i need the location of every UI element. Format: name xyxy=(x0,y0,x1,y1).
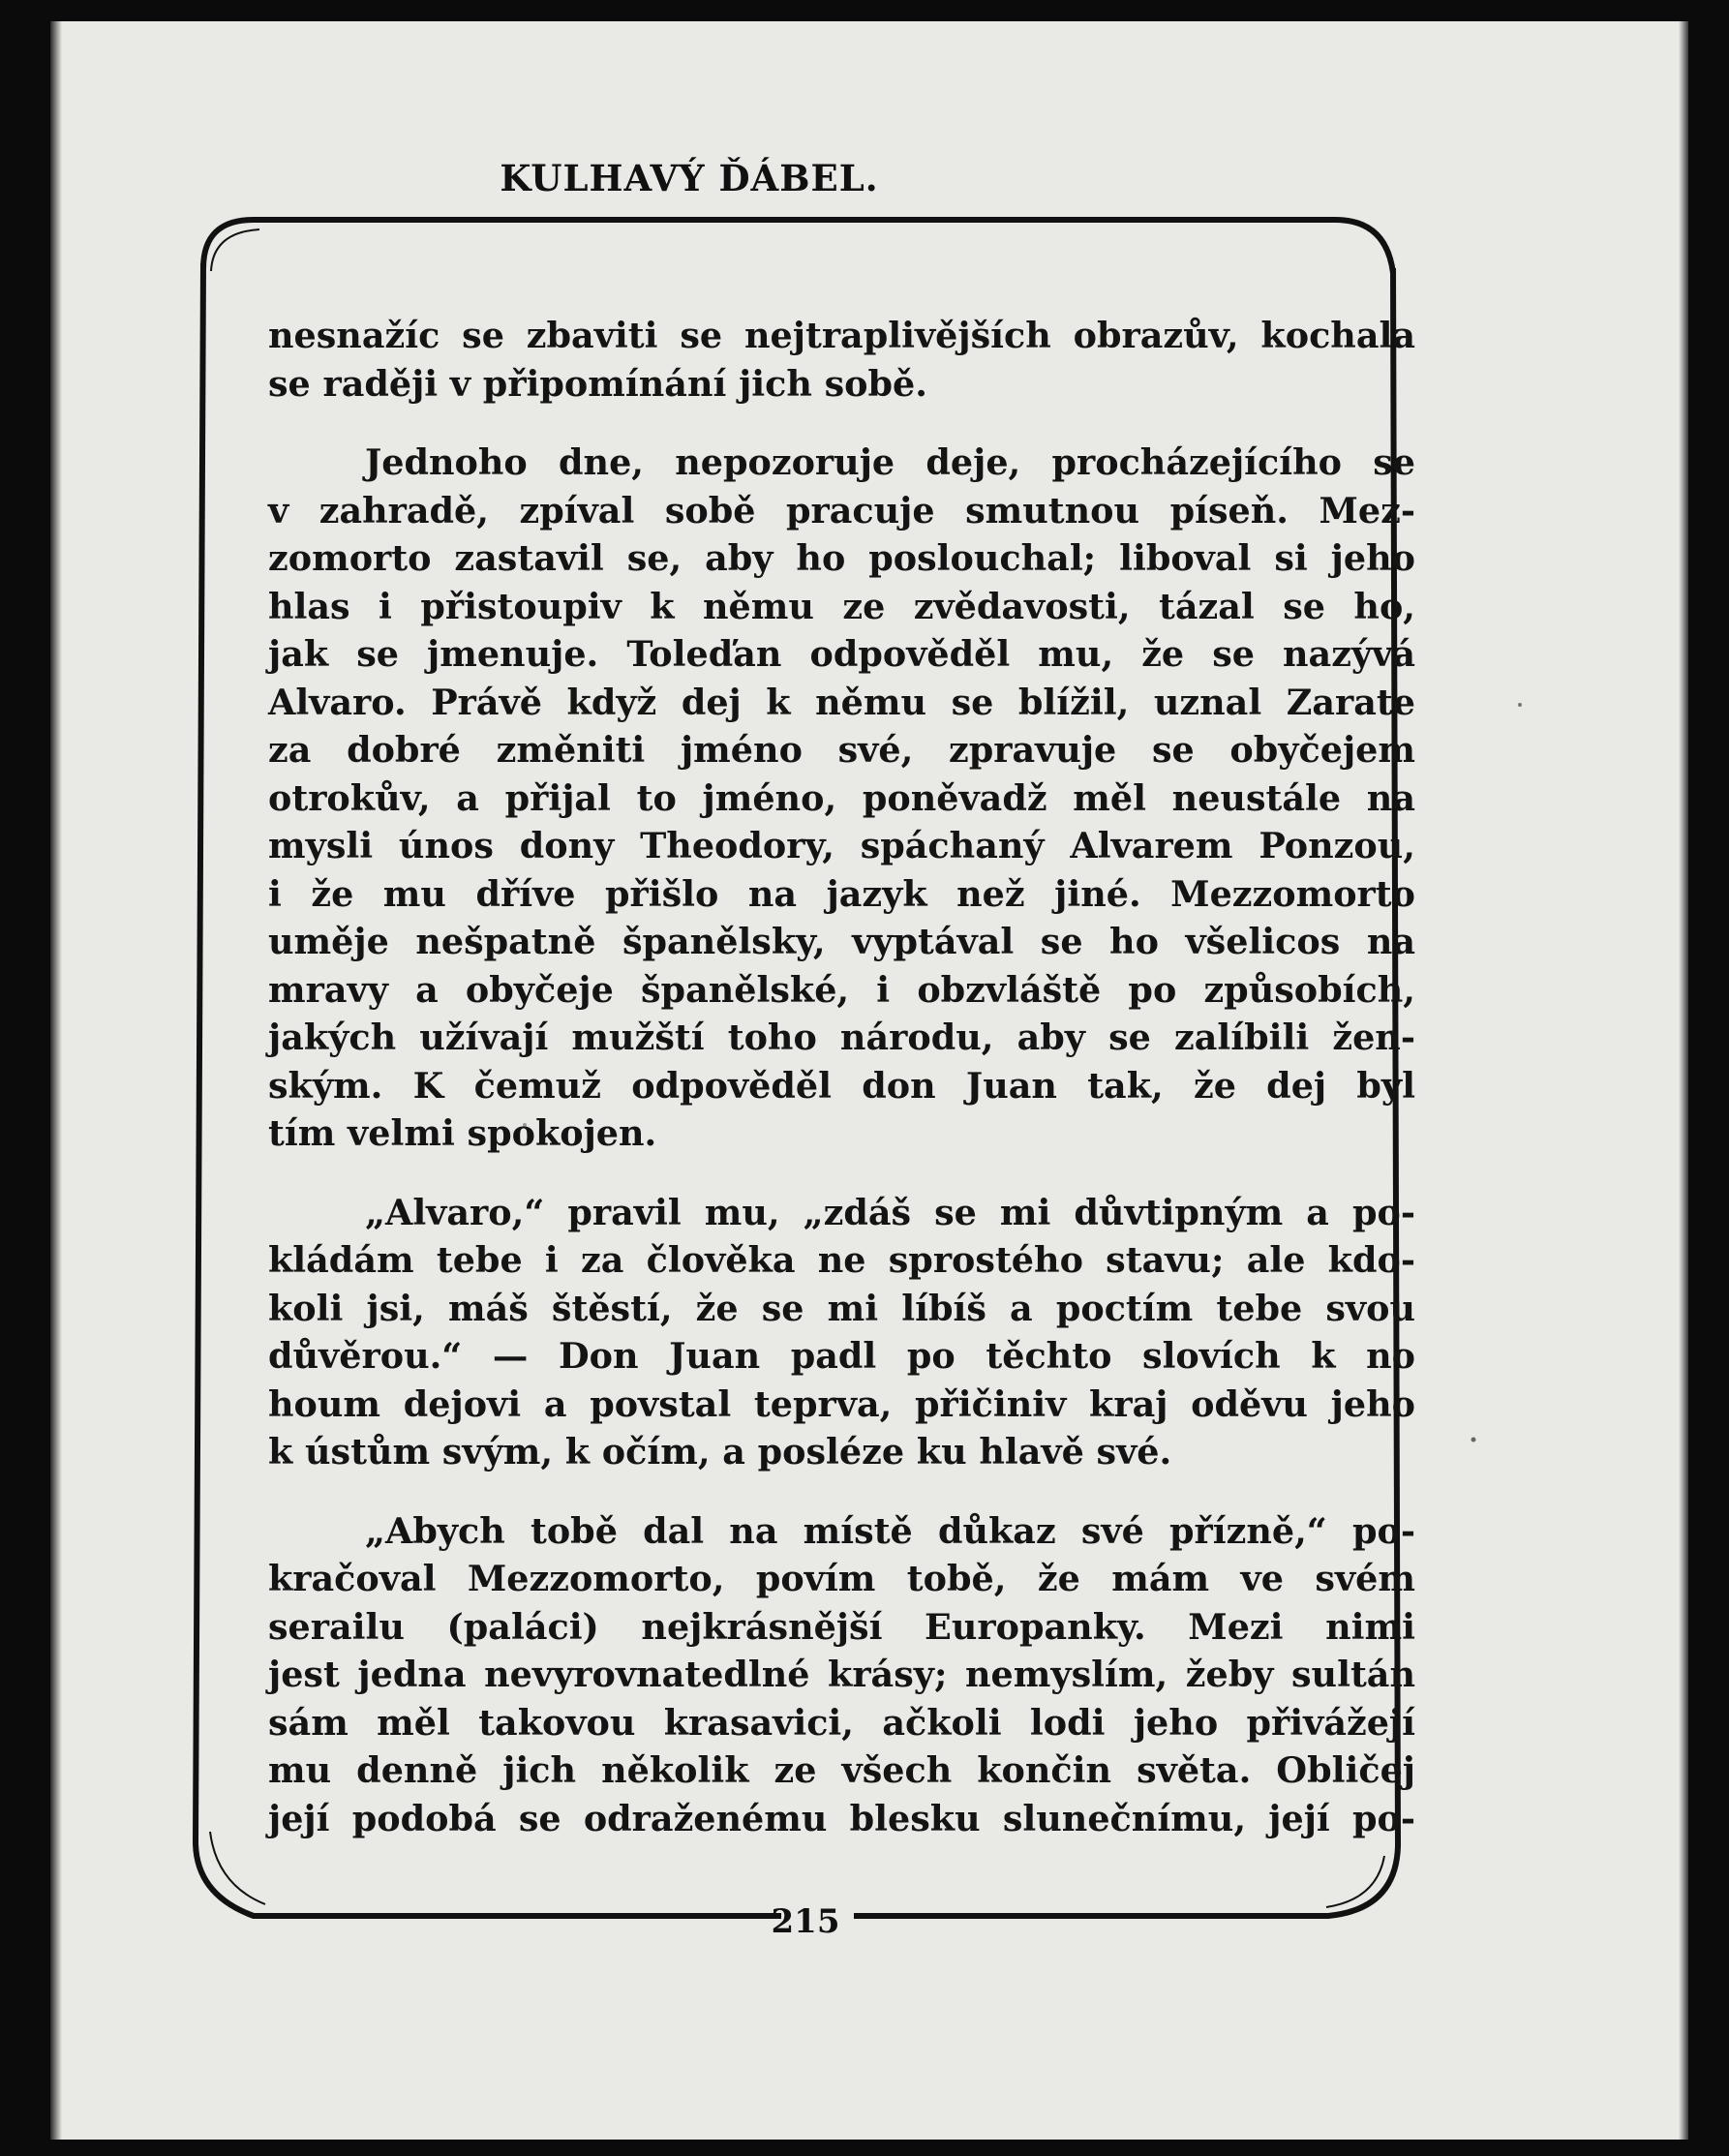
running-title: KULHAVÝ ĎÁBEL. xyxy=(500,157,879,199)
text-line: ským. K čemuž odpověděl don Juan tak, že dej byl xyxy=(268,1064,1415,1107)
paragraph-4 xyxy=(268,1507,1415,1843)
text-line: hlas i přistoupiv k němu ze zvědavosti, tázal se ho, xyxy=(268,585,1415,627)
text-line: za dobré změniti jméno své, zpravuje se obyčejem xyxy=(268,729,1415,771)
page-number: 215 xyxy=(771,1902,840,1941)
text-line: otrokův, a přijal to jméno, poněvadž měl neustále na xyxy=(268,776,1415,819)
text-line: houm dejovi a povstal teprva, přičiniv kraj oděvu jeho xyxy=(268,1382,1415,1425)
text-line: mravy a obyčeje španělské, i obzvláště po způsobích, xyxy=(268,968,1415,1011)
frame-top-inner-curve xyxy=(211,229,259,271)
text-line: jak se jmenuje. Toleďan odpověděl mu, že se nazývá xyxy=(268,633,1415,675)
book-page xyxy=(50,21,1688,2140)
text-line: kračoval Mezzomorto, povím tobě, že mám ve svém xyxy=(268,1558,1415,1599)
text-line: i že mu dříve přišlo na jazyk než jiné. Mezzomorto xyxy=(268,872,1415,915)
speck xyxy=(1518,703,1522,707)
text-line: tím velmi spokojen. xyxy=(268,1112,657,1154)
text-line: jakých užívají mužští toho národu, aby se zalíbili žen- xyxy=(268,1017,1415,1058)
text-line: zomorto zastavil se, aby ho poslouchal; liboval si jeho xyxy=(268,537,1415,579)
speck xyxy=(1471,1438,1476,1442)
text-line: k ústům svým, k očím, a posléze ku hlavě své. xyxy=(268,1431,1172,1473)
text-line: „Abych tobě dal na místě důkaz své přízně,“ po- xyxy=(365,1509,1415,1552)
text-line: Alvaro. Právě když dej k němu se blížil, uznal Zarate xyxy=(268,681,1415,723)
text-line: se raději v připomínání jich sobě. xyxy=(268,362,927,405)
paragraph-3 xyxy=(268,1189,1415,1476)
text-line: důvěrou.“ — Don Juan padl po těchto slovích k no xyxy=(268,1335,1415,1377)
text-line: v zahradě, zpíval sobě pracuje smutnou píseň. Mez- xyxy=(268,489,1415,531)
text-line: uměje nešpatně španělsky, vyptával se ho všelicos na xyxy=(268,921,1415,962)
frame-top-rule xyxy=(203,220,1393,273)
text-line: nesnažíc se zbaviti se nejtraplivějších obrazův, kochala xyxy=(268,315,1415,356)
paragraph-2 xyxy=(268,439,1415,1158)
text-line: mu denně jich několik ze všech končin světa. Obličej xyxy=(268,1749,1415,1791)
text-line: koli jsi, máš štěstí, že se mi líbíš a poctím tebe svou xyxy=(268,1287,1415,1329)
paragraph-1 xyxy=(268,312,1415,408)
text-line: „Alvaro,“ pravil mu, „zdáš se mi důvtipným a po- xyxy=(365,1191,1415,1233)
text-line: jest jedna nevyrovnatedlné krásy; nemyslím, žeby sultán xyxy=(268,1654,1415,1695)
text-line: sám měl takovou krasavici, ačkoli lodi jeho přivážejí xyxy=(268,1701,1415,1744)
text-line: kládám tebe i za člověka ne sprostého stavu; ale kdo- xyxy=(268,1239,1415,1281)
text-line: serailu (paláci) nejkrásnější Europanky. Mezi nimi xyxy=(268,1605,1415,1648)
text-line: mysli únos dony Theodory, spáchaný Alvarem Ponzou, xyxy=(268,825,1415,866)
body-text xyxy=(268,312,1415,1842)
text-line: Jednoho dne, nepozoruje deje, procházejícího se xyxy=(365,441,1415,483)
text-line: její podobá se odraženému blesku slunečnímu, její po- xyxy=(268,1797,1415,1839)
